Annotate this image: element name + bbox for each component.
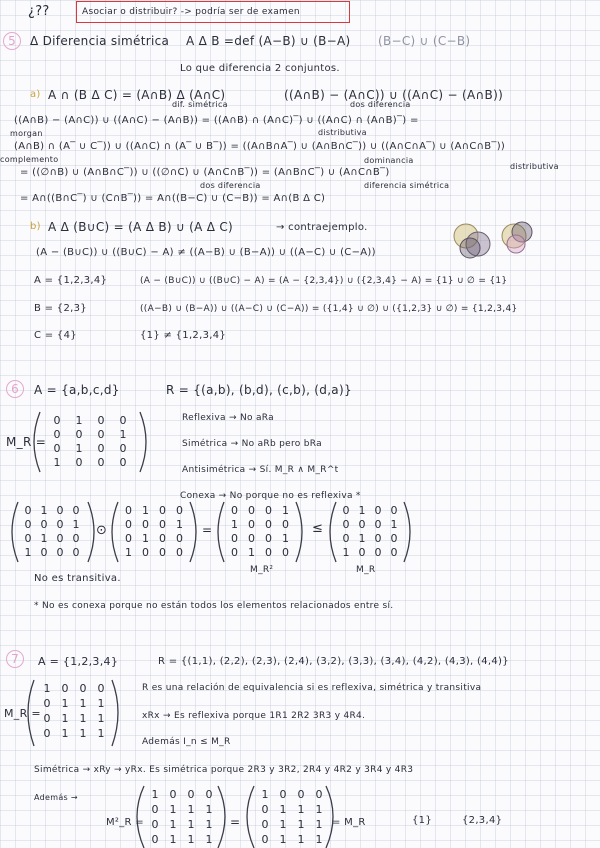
matrix-cell: 1 (61, 712, 69, 725)
matrix-cell: 0 (231, 504, 238, 517)
s6-mr-label: M_R = (6, 435, 47, 449)
question-marks: ¿?? (28, 4, 50, 19)
matrix-cell: 0 (342, 504, 350, 517)
matrix-cell: 0 (248, 518, 255, 531)
boolean-product-op: ⊙ (96, 523, 108, 538)
calc-2: ((A−B) ∪ (B−A)) ∪ ((A−C) ∪ (C−A)) = ({1,4} ∪ ∅) ∪ ({1,2,3} ∪ ∅) = {1,2,3,4} (140, 304, 518, 314)
matrix-cell: 0 (125, 518, 132, 531)
ademas-text: Además I_n ≤ M_R (142, 737, 231, 747)
matrix-cell: 1 (151, 788, 159, 801)
matrix-cell: 0 (40, 546, 48, 559)
matrix-cell: 1 (315, 818, 323, 831)
matrix-cell: 0 (97, 442, 105, 455)
matrix-cell: 1 (187, 833, 195, 846)
matrix-cell: 0 (176, 504, 183, 517)
set-a: A = {1,2,3,4} (34, 275, 108, 286)
calc-3: {1} ≠ {1,2,3,4} (140, 330, 227, 341)
matrix-cell: 1 (79, 697, 87, 710)
annotation-morgan: morgan (10, 129, 43, 138)
matrix-cell: 0 (97, 682, 105, 695)
annotation-distributiva-2: distributiva (510, 162, 559, 171)
matrix-cell: 1 (315, 803, 323, 816)
property-conexa: Conexa → No porque no es reflexiva * (180, 491, 361, 501)
matrix-cell: 1 (61, 727, 69, 740)
section-title: Δ Diferencia simétrica (30, 34, 170, 48)
matrix-cell: 0 (390, 532, 398, 545)
matrix-cell: 0 (53, 442, 61, 455)
matrix-cell: 0 (72, 504, 80, 517)
matrix-cell: 0 (97, 414, 105, 427)
conexa-note: * No es conexa porque no están todos los elementos relacionados entre sí. (34, 601, 394, 611)
s7-relation: R = {(1,1), (2,2), (2,3), (2,4), (3,2), (3,3), (3,4), (4,2), (4,3), (4,4)} (158, 656, 509, 667)
matrix-cell: 0 (261, 833, 269, 846)
mr2-label: M_R² (250, 565, 274, 575)
matrix-cell: 0 (279, 788, 287, 801)
matrix-cell: 0 (159, 518, 166, 531)
matrix-cell: 0 (358, 518, 366, 531)
matrix-cell: 1 (53, 456, 61, 469)
matrix-cell: 1 (187, 818, 195, 831)
matrix-cell: 0 (261, 818, 269, 831)
set-c: C = {4} (34, 330, 77, 341)
matrix-cell: 0 (24, 518, 32, 531)
matrix-cell: 0 (142, 546, 149, 559)
product-matrix-1 (20, 504, 84, 560)
no-transitiva: No es transitiva. (34, 573, 121, 584)
matrix-cell: 0 (151, 833, 159, 846)
mr-label: M_R (356, 565, 376, 575)
class-1: {1} (412, 815, 432, 826)
matrix-cell: 0 (75, 456, 83, 469)
reflexiva-text: xRx → Es reflexiva porque 1R1 2R2 3R3 y 4R4. (142, 711, 366, 721)
matrix-cell: 0 (40, 518, 48, 531)
matrix-cell: 1 (342, 546, 350, 559)
s6-relation: R = {(a,b), (b,d), (c,b), (d,a)} (166, 383, 352, 397)
equals-sign: = (202, 523, 213, 537)
matrix-cell: 0 (79, 682, 87, 695)
matrix-cell: 0 (248, 504, 255, 517)
matrix-cell: 1 (205, 803, 213, 816)
matrix-cell: 0 (176, 546, 183, 559)
matrix-cell: 0 (231, 532, 238, 545)
exercise-number-5: 5 (3, 32, 21, 50)
annotation-distributiva: distributiva (318, 128, 367, 137)
annotation-dif-sim: dif. simétrica (172, 100, 228, 109)
matrix-cell: 1 (40, 532, 48, 545)
matrix-cell: 0 (119, 414, 127, 427)
part-b-arrow: → contraejemplo. (276, 222, 368, 233)
matrix-cell: 0 (261, 803, 269, 816)
matrix-cell: 0 (125, 532, 132, 545)
matrix-cell: 1 (119, 428, 127, 441)
matrix-cell: 0 (119, 456, 127, 469)
simetrica-text: Simétrica → xRy → yRx. Es simétrica porque 2R3 y 3R2, 2R4 y 4R2 y 3R4 y 4R3 (34, 765, 414, 775)
matrix-cell: 0 (231, 546, 238, 559)
compare-matrix (338, 504, 402, 560)
matrix-cell: 1 (75, 414, 83, 427)
matrix-cell: 1 (279, 833, 287, 846)
part-b-line-1: (A − (B∪C)) ∪ ((B∪C) − A) ≠ ((A−B) ∪ (B−A)) ∪ ((A−C) ∪ (C−A)) (36, 247, 376, 258)
matrix-cell: 0 (248, 532, 255, 545)
matrix-cell: 0 (265, 518, 272, 531)
matrix-cell: 0 (159, 504, 166, 517)
s7-square-matrix-b (256, 788, 328, 848)
annotation-dominancia: dominancia (364, 156, 414, 165)
matrix-cell: 0 (43, 697, 51, 710)
matrix-cell: 1 (358, 504, 366, 517)
matrix-cell: 0 (374, 518, 382, 531)
matrix-cell: 1 (97, 727, 105, 740)
s7-square-matrix-a (146, 788, 218, 848)
class-2: {2,3,4} (462, 815, 503, 826)
matrix-cell: 0 (53, 428, 61, 441)
matrix-cell: 1 (97, 712, 105, 725)
part-b-label: b) (30, 221, 41, 232)
matrix-cell: 0 (24, 532, 32, 545)
matrix-cell: 0 (265, 546, 272, 559)
property-simetrica: Simétrica → No aRb pero bRa (182, 439, 322, 449)
line-1: ((A∩B) − (A∩C)) ∪ ((A∩C) − (A∩B)) = ((A∩B) ∩ (A∩C)‾) ∪ ((A∩C) ∩ (A∩B)‾) = (14, 115, 419, 126)
line-4: = A∩((B∩C‾) ∪ (C∩B‾)) = A∩((B−C) ∪ (C−B)) = A∩(B Δ C) (20, 193, 326, 204)
annotation-dos-dif-2: dos diferencia (200, 181, 261, 190)
matrix-cell: 0 (56, 546, 64, 559)
matrix-cell: 0 (374, 504, 382, 517)
matrix-cell: 1 (40, 504, 48, 517)
matrix-cell: 0 (169, 788, 177, 801)
subtitle: Lo que diferencia 2 conjuntos. (180, 63, 340, 74)
matrix-cell: 1 (297, 833, 305, 846)
matrix-cell: 0 (53, 414, 61, 427)
matrix-cell: 1 (97, 697, 105, 710)
matrix-cell: 1 (279, 818, 287, 831)
matrix-cell: 0 (159, 546, 166, 559)
matrix-cell: 1 (72, 518, 80, 531)
matrix-cell: 1 (79, 712, 87, 725)
matrix-cell: 0 (56, 532, 64, 545)
matrix-cell: 1 (142, 504, 149, 517)
matrix-cell: 1 (279, 803, 287, 816)
exercise-number-6: 6 (6, 380, 24, 398)
exercise-number-7: 7 (6, 650, 24, 668)
matrix-cell: 1 (79, 727, 87, 740)
matrix-cell: 1 (43, 682, 51, 695)
matrix-cell: 0 (97, 456, 105, 469)
matrix-cell: 0 (187, 788, 195, 801)
matrix-cell: 0 (142, 518, 149, 531)
matrix-cell: 1 (248, 546, 255, 559)
matrix-cell: 1 (169, 818, 177, 831)
matrix-cell: 0 (72, 546, 80, 559)
matrix-cell: 0 (205, 788, 213, 801)
matrix-cell: 0 (43, 727, 51, 740)
matrix-cell: 0 (56, 504, 64, 517)
matrix-cell: 0 (119, 442, 127, 455)
matrix-cell: 0 (342, 532, 350, 545)
matrix-cell: 1 (205, 818, 213, 831)
m2-label: M²_R = (106, 817, 144, 828)
matrix-cell: 1 (75, 442, 83, 455)
matrix-cell: 0 (374, 546, 382, 559)
matrix-cell: 0 (159, 532, 166, 545)
matrix-cell: 0 (151, 803, 159, 816)
annotation-complemento: complemento (0, 155, 59, 164)
matrix-cell: 0 (56, 518, 64, 531)
matrix-cell: 1 (390, 518, 398, 531)
annotation-dif-sim-2: diferencia simétrica (364, 181, 450, 190)
matrix-cell: 0 (342, 518, 350, 531)
matrix-cell: 0 (374, 532, 382, 545)
matrix-cell: 0 (390, 504, 398, 517)
matrix-cell: 0 (358, 546, 366, 559)
matrix-cell: 1 (282, 504, 289, 517)
s7-mr-label: M_R = (4, 707, 41, 720)
leq-sign: ≤ (312, 521, 324, 536)
part-a-statement: A ∩ (B Δ C) = (A∩B) Δ (A∩C) (48, 88, 226, 102)
s6-set-a: A = {a,b,c,d} (34, 383, 120, 397)
line-3: = ((∅∩B) ∪ (A∩B∩C‾)) ∪ ((∅∩C) ∪ (A∩C∩B‾)) = (A∩B∩C‾) ∪ (A∩C∩B‾) (20, 167, 390, 178)
part-b-statement: A Δ (B∪C) = (A Δ B) ∪ (A Δ C) (48, 220, 234, 234)
matrix-cell: 1 (125, 546, 132, 559)
matrix-cell: 1 (358, 532, 366, 545)
result-matrix (226, 504, 294, 560)
matrix-cell: 0 (176, 532, 183, 545)
matrix-cell: 0 (72, 532, 80, 545)
property-reflexiva: Reflexiva → No aRa (182, 413, 274, 423)
annotation-dos-dif: dos diferencia (350, 100, 411, 109)
set-b: B = {2,3} (34, 303, 87, 314)
matrix-cell: 0 (315, 788, 323, 801)
part-a-rhs: ((A∩B) − (A∩C)) ∪ ((A∩C) − (A∩B)) (284, 88, 504, 102)
matrix-cell: 0 (24, 504, 32, 517)
matrix-cell: 0 (151, 818, 159, 831)
matrix-cell: 1 (297, 818, 305, 831)
matrix-cell: 0 (61, 682, 69, 695)
matrix-cell: 1 (297, 803, 305, 816)
equivalence-def: R es una relación de equivalencia si es reflexiva, simétrica y transitiva (142, 683, 482, 693)
matrix-cell: 0 (282, 546, 289, 559)
matrix-cell: 1 (176, 518, 183, 531)
part-a-label: a) (30, 89, 41, 100)
matrix-cell: 1 (205, 833, 213, 846)
note-text: Asociar o distribuir? -> podría ser de examen (82, 7, 300, 17)
matrix-cell: 1 (61, 697, 69, 710)
matrix-cell: 0 (390, 546, 398, 559)
definition-alt: (B−C) ∪ (C−B) (378, 34, 471, 48)
matrix-cell: 1 (169, 803, 177, 816)
s7-set-a: A = {1,2,3,4} (38, 655, 119, 668)
equals-mr: = M_R (332, 817, 366, 828)
matrix-cell: 0 (265, 504, 272, 517)
matrix-cell: 1 (231, 518, 238, 531)
equals-sign-2: = (230, 815, 241, 829)
matrix-cell: 0 (297, 788, 305, 801)
matrix-cell: 1 (315, 833, 323, 846)
matrix-cell: 0 (265, 532, 272, 545)
matrix-cell: 1 (142, 532, 149, 545)
matrix-cell: 0 (43, 712, 51, 725)
definition: A Δ B =def (A−B) ∪ (B−A) (186, 34, 351, 48)
matrix-cell: 0 (75, 428, 83, 441)
ademas-arrow: Además → (34, 793, 78, 802)
matrix-cell: 0 (282, 518, 289, 531)
s7-matrix (38, 682, 110, 742)
matrix-cell: 1 (24, 546, 32, 559)
matrix-cell: 1 (187, 803, 195, 816)
line-2: (A∩B) ∩ (A‾ ∪ C‾)) ∪ ((A∩C) ∩ (A‾ ∪ B‾)) = ((A∩B∩A‾) ∪ (A∩B∩C‾)) ∪ ((A∩C∩A‾) ∪ (A∩C∩B‾)) (14, 141, 506, 152)
matrix-cell: 0 (125, 504, 132, 517)
matrix-cell: 0 (97, 428, 105, 441)
matrix-cell: 1 (169, 833, 177, 846)
matrix-cell: 1 (261, 788, 269, 801)
calc-1: (A − (B∪C)) ∪ ((B∪C) − A) = (A − {2,3,4}) ∪ ({2,3,4} − A) = {1} ∪ ∅ = {1} (140, 276, 508, 286)
product-matrix-2 (120, 504, 188, 560)
s6-matrix (46, 414, 134, 470)
matrix-cell: 1 (282, 532, 289, 545)
property-antisimetrica: Antisimétrica → Sí. M_R ∧ M_R^t (182, 465, 339, 475)
